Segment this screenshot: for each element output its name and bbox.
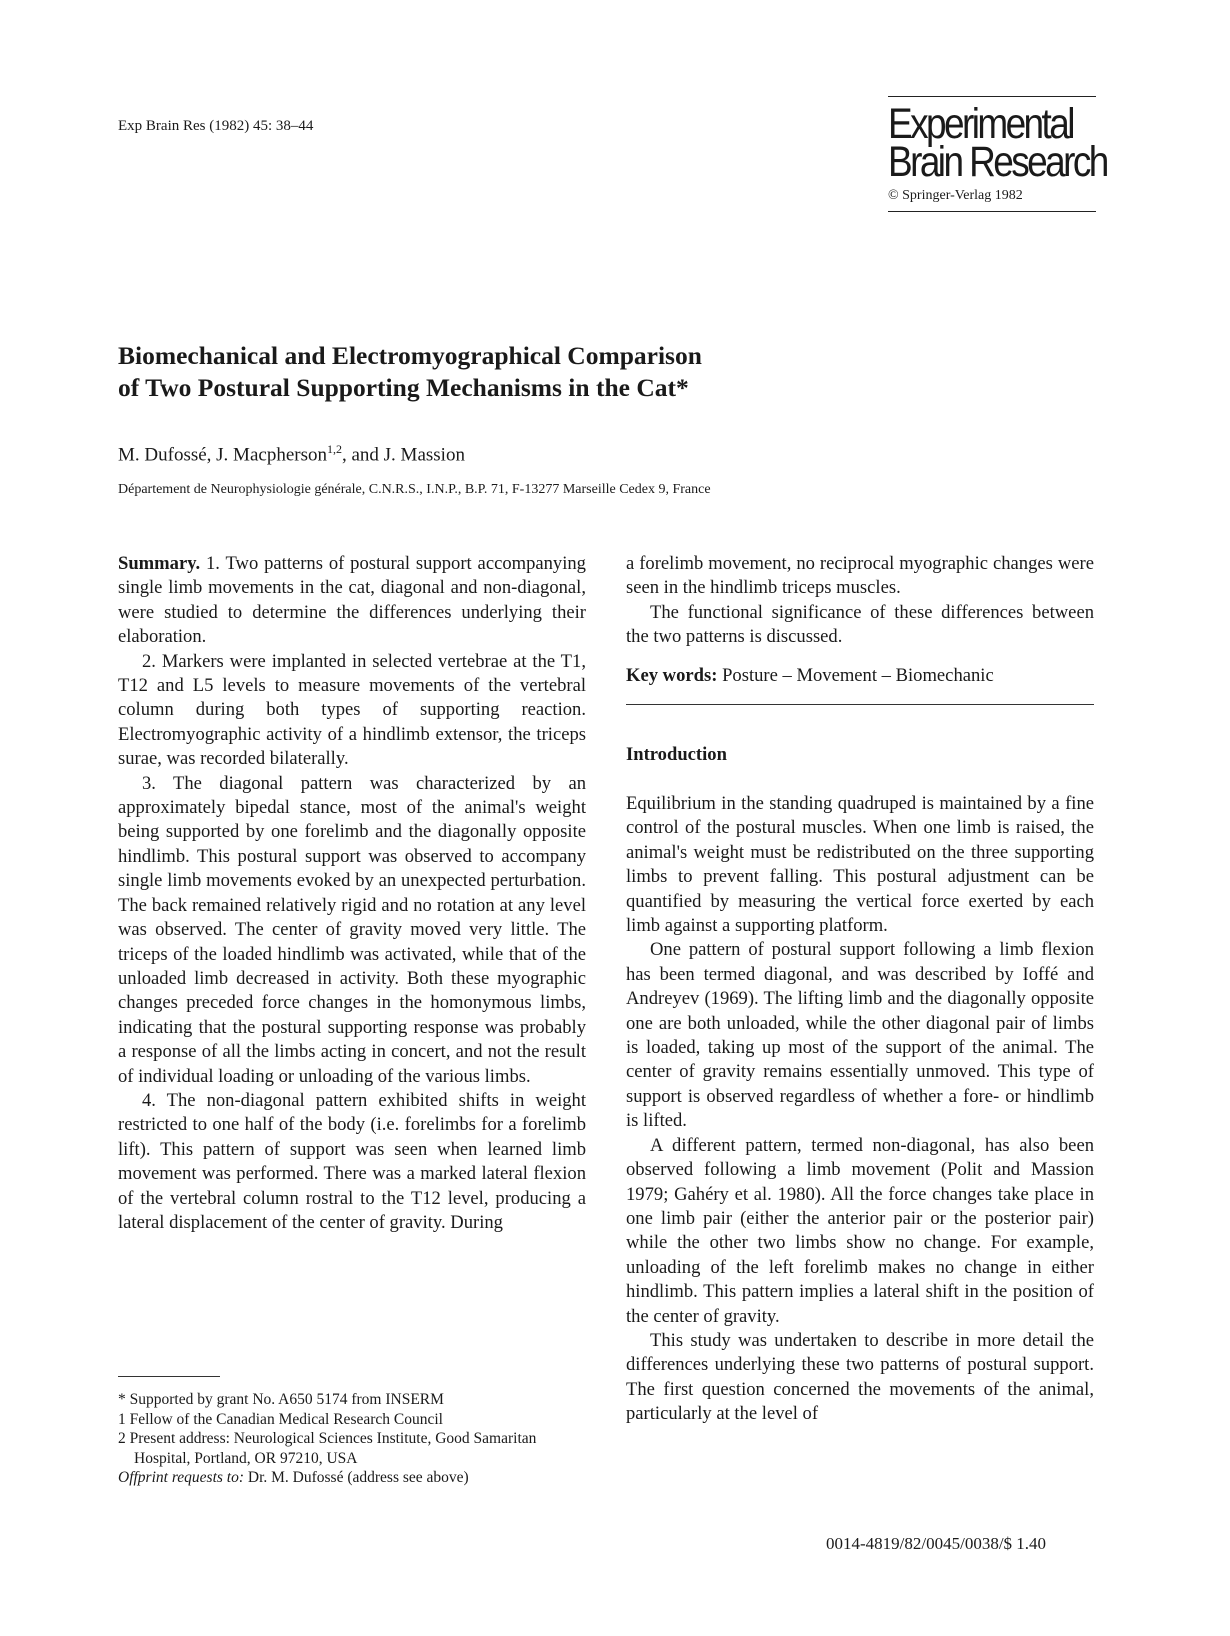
summary-paragraph-2: 2. Markers were implanted in selected vertebrae at the T1, T12 and L5 levels to measure movements of the vertebral column during both types of supporting reaction. Electromyographic activity of a hindlimb extensor, the triceps surae, was recorded bilaterally. xyxy=(118,650,586,770)
left-column xyxy=(118,552,586,1235)
journal-name-line1: Experimental xyxy=(888,100,1073,148)
author-names: M. Dufossé, J. Macpherson xyxy=(118,444,327,466)
footnotes xyxy=(118,1390,568,1488)
citation: Exp Brain Res (1982) 45: 38–44 xyxy=(118,118,314,134)
author-names-end: , and J. Massion xyxy=(341,444,465,466)
section-divider xyxy=(626,704,1094,705)
journal-logo xyxy=(888,100,1107,186)
footnote-grant: * Supported by grant No. A650 5174 from INSERM xyxy=(118,1391,444,1408)
offprint-text: Dr. M. Dufossé (address see above) xyxy=(244,1469,469,1486)
keywords-text: Posture – Movement – Biomechanic xyxy=(722,664,994,686)
keywords xyxy=(626,664,1094,688)
affiliation: Département de Neurophysiologie générale, C.N.R.S., I.N.P., B.P. 71, F-13277 Marseille Cedex 9, France xyxy=(118,482,711,497)
intro-paragraph-1: Equilibrium in the standing quadruped is maintained by a fine control of the postural muscles. When one limb is raised, the animal's weight must be redistributed on the three supporting limbs to prevent falling. This postural adjustment can be quantified by measuring the vertical force exerted by each limb against a supporting platform. xyxy=(626,793,1094,937)
summary-text-1: 1. Two patterns of postural support accompanying single limb movements in the cat, diagonal and non-diagonal, were studied to determine the differences underlying their elaboration. xyxy=(118,553,586,648)
summary-paragraph-4: 4. The non-diagonal pattern exhibited shifts in weight restricted to one half of the body (i.e. forelimbs for a forelimb lift). This pattern of support was seen when learned limb movement was performed. There was a marked lateral flexion of the vertebral column rostral to the T12 level, producing a lateral displacement of the center of gravity. During xyxy=(118,1089,586,1233)
intro-paragraph-4: This study was undertaken to describe in more detail the differences underlying these two patterns of postural support. The first question concerned the movements of the animal, particularly at the level of xyxy=(626,1329,1094,1425)
summary-paragraph-1 xyxy=(118,552,586,650)
summary-paragraph-3: 3. The diagonal pattern was characterized by an approximately bipedal stance, most of the animal's weight being supported by one forelimb and the diagonally opposite hindlimb. This postural support was observed to accompany single limb movements evoked by an unexpected perturbation. The back remained relatively rigid and no rotation at any level was observed. The center of gravity moved very little. The triceps of the loaded hindlimb was activated, while that of the unloaded limb decreased in activity. Both these myographic changes preceded force changes in the homonymous limbs, indicating that the postural supporting response was probably a response of all the limbs acting in concert, and not the result of individual loading or unloading of the various limbs. xyxy=(118,772,586,1087)
journal-name-line2: Brain Research xyxy=(888,138,1107,186)
journal-top-rule xyxy=(888,96,1096,97)
right-column-top xyxy=(626,552,1094,688)
introduction-body xyxy=(626,792,1094,1427)
keywords-label: Key words: xyxy=(626,664,718,686)
title-line-2: of Two Postural Supporting Mechanisms in the Cat* xyxy=(118,373,689,402)
summary-label: Summary. xyxy=(118,553,201,574)
title-line-1: Biomechanical and Electromyographical Comparison xyxy=(118,341,702,370)
journal-block xyxy=(888,96,1107,212)
footnote-offprint xyxy=(118,1468,568,1488)
footnote-fellow: 1 Fellow of the Canadian Medical Research Council xyxy=(118,1410,443,1428)
summary-paragraph-4-continued: a forelimb movement, no reciprocal myographic changes were seen in the hindlimb triceps muscles. xyxy=(626,553,1094,599)
price-code: 0014-4819/82/0045/0038/$ 1.40 xyxy=(826,1534,1047,1553)
footnote-rule xyxy=(118,1376,220,1377)
article-title xyxy=(118,340,878,404)
summary-paragraph-5: The functional significance of these differences between the two patterns is discussed. xyxy=(626,601,1094,648)
copyright: © Springer-Verlag 1982 xyxy=(888,188,1096,212)
authors xyxy=(118,442,465,466)
intro-paragraph-3: A different pattern, termed non-diagonal, has also been observed following a limb movement (Polit and Massion 1979; Gahéry et al. 1980). All the force changes take place in one limb pair (either the anterior pair or the posterior pair) while the other two limbs show no change. For example, unloading of the left forelimb makes no change in either hindlimb. This pattern implies a lateral shift in the position of the center of gravity. xyxy=(626,1134,1094,1327)
intro-paragraph-2: One pattern of postural support following a limb flexion has been termed diagonal, and was described by Ioffé and Andreyev (1969). The lifting limb and the diagonally opposite one are both unloaded, while the other diagonal pair of limbs is loaded, taking up most of the support of the animal. The center of gravity remains essentially unmoved. This type of support is observed regardless of whether a fore- or hindlimb is lifted. xyxy=(626,939,1094,1132)
footnote-address: 2 Present address: Neurological Sciences Institute, Good Samaritan Hospital, Portland, OR 97210, USA xyxy=(118,1430,537,1467)
author-affiliation-marks: 1,2 xyxy=(326,442,342,456)
introduction-heading: Introduction xyxy=(626,744,727,765)
offprint-label: Offprint requests to: xyxy=(118,1469,245,1486)
